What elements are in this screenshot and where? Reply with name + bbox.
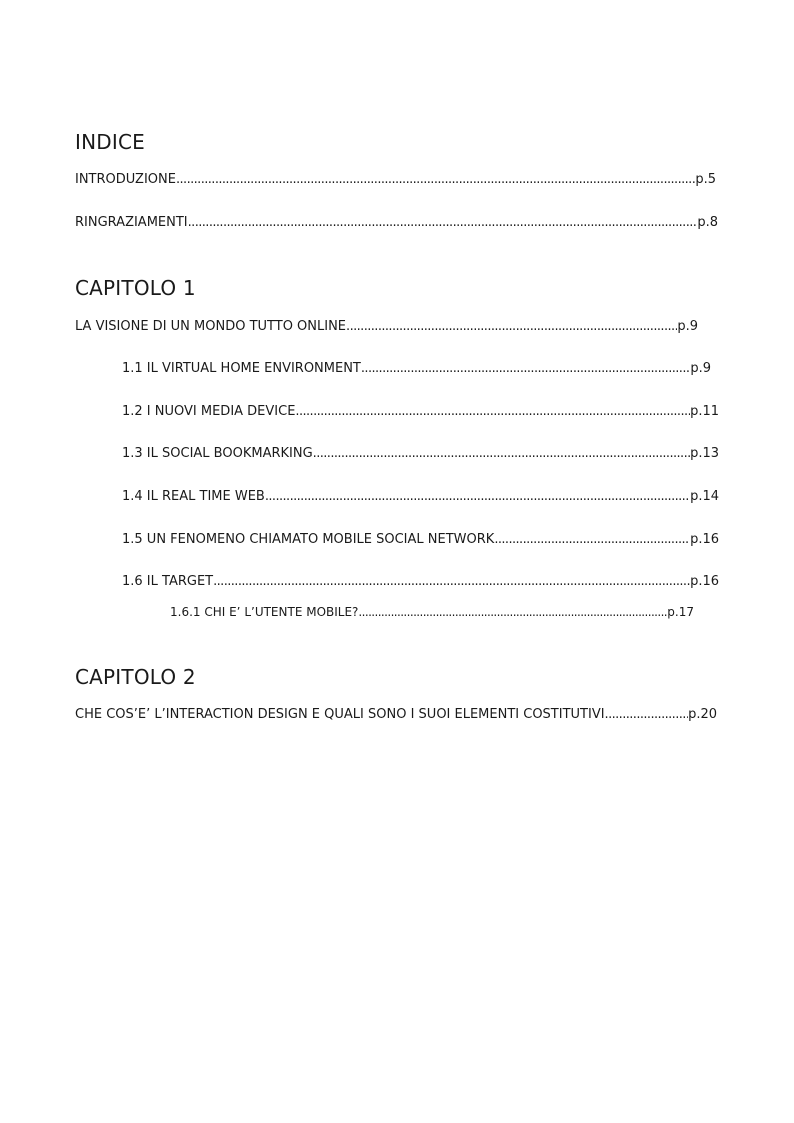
section-entry-1-1 [122, 361, 711, 377]
toc-entry-label: 1.6.1 CHI E’ L’UTENTE MOBILE? [170, 605, 359, 619]
chapter-2-title-entry [75, 707, 717, 723]
toc-entry-label: INTRODUZIONE [75, 172, 176, 187]
dot-leader [265, 489, 690, 505]
toc-entry-page: p.14 [690, 489, 719, 504]
toc-entry-page: p.8 [697, 215, 718, 230]
toc-entry-ringraziamenti [75, 215, 718, 231]
toc-entry-label: CHE COS’E’ L’INTERACTION DESIGN E QUALI SONO I SUOI ELEMENTI COSTITUTIVI [75, 707, 605, 722]
toc-entry-label: RINGRAZIAMENTI [75, 215, 188, 230]
toc-entry-label: 1.5 UN FENOMENO CHIAMATO MOBILE SOCIAL NETWORK [122, 532, 495, 547]
toc-entry-page: p.16 [690, 574, 719, 589]
toc-entry-label: 1.2 I NUOVI MEDIA DEVICE [122, 404, 296, 419]
toc-entry-label: 1.1 IL VIRTUAL HOME ENVIRONMENT [122, 361, 361, 376]
chapter-2-heading: CAPITOLO 2 [75, 665, 196, 689]
dot-leader [346, 319, 677, 335]
dot-leader [313, 446, 690, 462]
dot-leader [494, 532, 690, 548]
chapter-1-heading: CAPITOLO 1 [75, 276, 196, 300]
section-entry-1-6 [122, 574, 719, 590]
toc-entry-page: p.13 [690, 446, 719, 461]
toc-entry-label: 1.4 IL REAL TIME WEB [122, 489, 265, 504]
section-entry-1-5 [122, 532, 719, 548]
dot-leader [605, 707, 689, 723]
dot-leader [358, 604, 667, 620]
toc-entry-page: p.11 [690, 404, 719, 419]
toc-entry-page: p.9 [690, 361, 711, 376]
toc-entry-label: 1.6 IL TARGET [122, 574, 214, 589]
chapter-1-title-entry [75, 319, 698, 335]
dot-leader [176, 172, 695, 188]
section-entry-1-4 [122, 489, 719, 505]
dot-leader [188, 215, 698, 231]
toc-entry-page: p.20 [688, 707, 717, 722]
toc-entry-label: LA VISIONE DI UN MONDO TUTTO ONLINE [75, 319, 347, 334]
section-entry-1-2 [122, 404, 719, 420]
toc-entry-page: p.16 [690, 532, 719, 547]
dot-leader [361, 361, 690, 377]
toc-heading: INDICE [75, 130, 145, 154]
toc-entry-page: p.5 [695, 172, 716, 187]
dot-leader [295, 404, 690, 420]
subsection-entry-1-6-1 [170, 604, 694, 620]
toc-entry-label: 1.3 IL SOCIAL BOOKMARKING [122, 446, 313, 461]
toc-entry-introduzione [75, 172, 716, 188]
dot-leader [213, 574, 690, 590]
toc-entry-page: p.17 [667, 605, 694, 619]
toc-entry-page: p.9 [677, 319, 698, 334]
section-entry-1-3 [122, 446, 719, 462]
